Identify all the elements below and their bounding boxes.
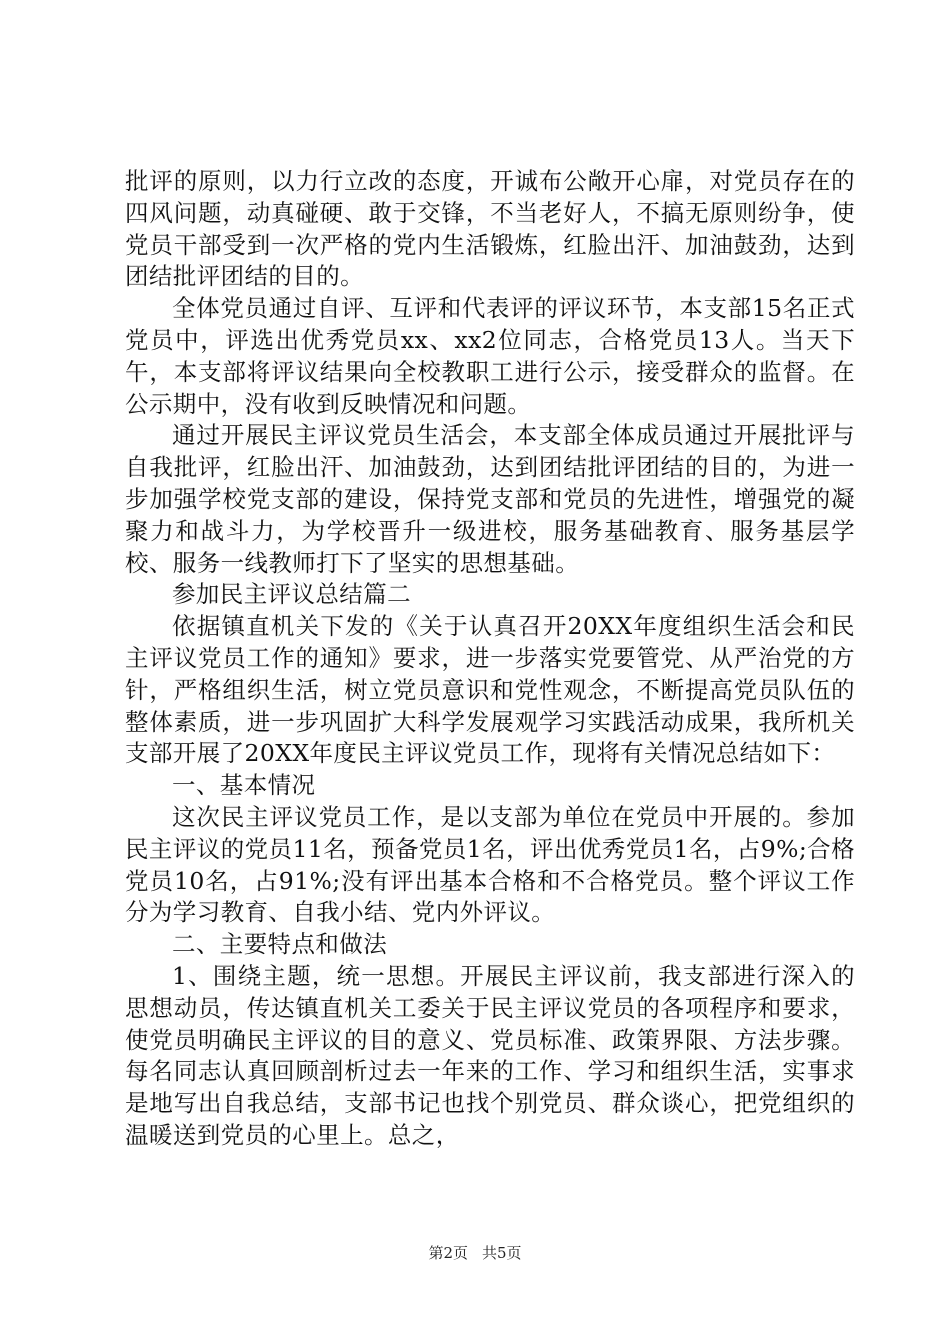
- paragraph-6: 1、围绕主题，统一思想。开展民主评议前，我支部进行深入的思想动员，传达镇直机关工委关于民主评议党员的各项程序和要求，使党员明确民主评议的目的意义、党员标准、政策界限、方法步骤。每名同志认真回顾剖析过去一年来的工作、学习和组织生活，实事求是地写出自我总结，支部书记也找个别党员、群众谈心，把党组织的温暖送到党员的心里上。总之，: [125, 961, 855, 1149]
- heading-basic-situation: 一、基本情况: [172, 771, 316, 800]
- paragraph-1: 批评的原则，以力行立改的态度，开诚布公敞开心扉，对党员存在的四风问题，动真碰硬、敢于交锋，不当老好人，不搞无原则纷争，使党员干部受到一次严格的党内生活锻炼，红脸出汗、加油鼓劲，达到团结批评团结的目的。: [125, 167, 855, 291]
- page-number: 第2页: [428, 1244, 468, 1262]
- section-title-part-two: 参加民主评议总结篇二: [172, 580, 411, 609]
- paragraph-5: 这次民主评议党员工作，是以支部为单位在党员中开展的。参加民主评议的党员11名，预备党员1名，评出优秀党员1名，占9%;合格党员10名，占91%;没有评出基本合格和不合格党员。整个评议工作分为学习教育、自我小结、党内外评议。: [125, 802, 855, 927]
- paragraph-4: 依据镇直机关下发的《关于认真召开20XX年度组织生活会和民主评议党员工作的通知》要求，进一步落实党要管党、从严治党的方针，严格组织生活，树立党员意识和党性观念，不断提高党员队伍的整体素质，进一步巩固扩大科学发展观学习实践活动成果，我所机关支部开展了20XX年度民主评议党员工作，现将有关情况总结如下：: [125, 612, 855, 768]
- heading-main-features: 二、主要特点和做法: [172, 930, 388, 959]
- page-footer: [0, 1243, 950, 1263]
- paragraph-3: 通过开展民主评议党员生活会，本支部全体成员通过开展批评与自我批评，红脸出汗、加油鼓劲，达到团结批评团结的目的，为进一步加强学校党支部的建设，保持党支部和党员的先进性，增强党的凝聚力和战斗力，为学校晋升一级进校，服务基础教育、服务基层学校、服务一线教师打下了坚实的思想基础。: [125, 421, 855, 577]
- document-body: [125, 166, 855, 1152]
- page-total: 共5页: [482, 1244, 522, 1262]
- paragraph-2: 全体党员通过自评、互评和代表评的评议环节，本支部15名正式党员中，评选出优秀党员xx、xx2位同志，合格党员13人。当天下午，本支部将评议结果向全校教职工进行公示，接受群众的监督。在公示期中，没有收到反映情况和问题。: [125, 294, 855, 418]
